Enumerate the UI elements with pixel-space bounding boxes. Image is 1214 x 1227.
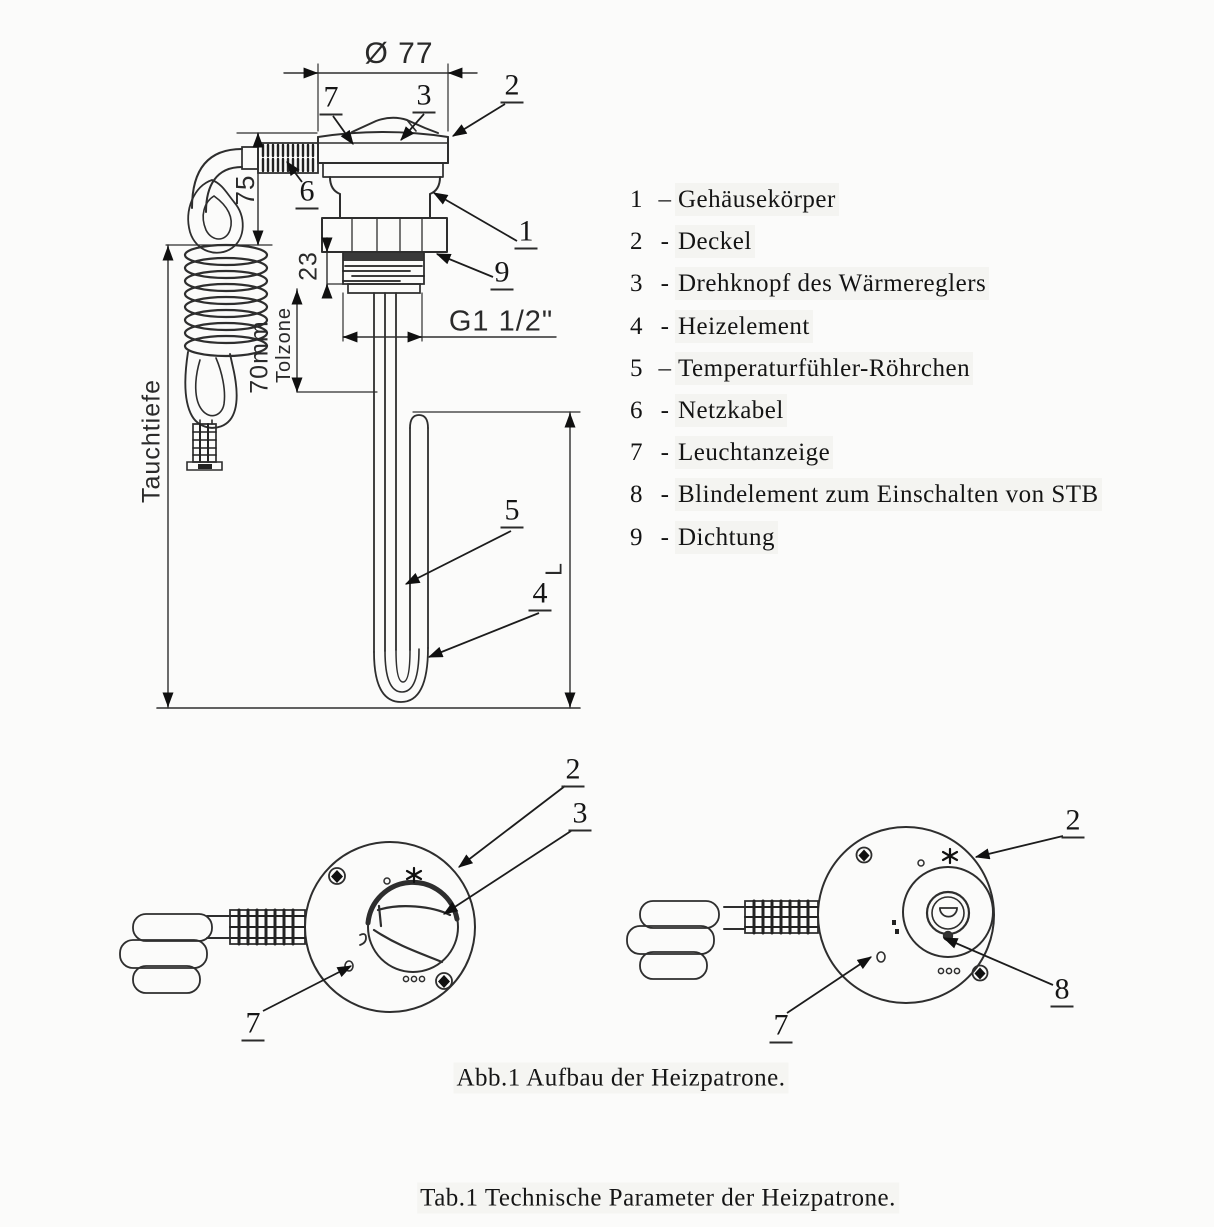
top-view-without-knob-drawing <box>627 827 994 1003</box>
callout-7-knob-view: 7 <box>242 1009 265 1042</box>
legend-item-3 <box>630 270 986 298</box>
legend-num: 8 <box>630 481 643 508</box>
callout-2-knob-view: 2 <box>562 755 585 788</box>
side-view-leader-lines <box>287 104 539 657</box>
legend-item-4 <box>630 313 810 341</box>
legend-label: Gehäusekörper <box>678 186 836 213</box>
legend-label: Leuchtanzeige <box>678 439 831 466</box>
figure-caption: Abb.1 Aufbau der Heizpatrone. <box>456 1064 786 1092</box>
legend-separator: – <box>658 355 672 382</box>
legend-label: Heizelement <box>678 313 810 340</box>
legend-separator: - <box>660 397 670 424</box>
legend-label: Netzkabel <box>678 397 784 424</box>
legend-item-5 <box>630 355 970 383</box>
legend-separator: - <box>660 313 670 340</box>
callout-1-side: 1 <box>515 217 538 250</box>
dim-75-label: 75 <box>230 174 260 206</box>
legend-num: 7 <box>630 439 643 466</box>
legend-separator: - <box>660 228 670 255</box>
legend-label: Deckel <box>678 228 752 255</box>
top-view-without-knob-leaders <box>787 836 1063 1013</box>
legend-separator: - <box>660 270 670 297</box>
top-view-with-knob-drawing <box>120 842 475 1012</box>
callout-3-knob-view: 3 <box>569 799 592 832</box>
legend-separator: - <box>660 524 670 551</box>
legend-num: 1 <box>630 186 643 213</box>
legend-item-6 <box>630 397 784 425</box>
callout-3-side: 3 <box>413 81 436 114</box>
legend-label: Drehknopf des Wärmereglers <box>678 270 987 297</box>
callout-9-side: 9 <box>491 258 514 291</box>
dim-tauchtiefe-label: Tauchtiefe <box>137 379 166 503</box>
dim-thread-label: G1 1/2" <box>448 305 554 338</box>
legend-num: 9 <box>630 524 643 551</box>
dim-diameter-label: Ø 77 <box>364 37 434 70</box>
legend-label: Dichtung <box>678 524 776 551</box>
dim-70mm-label: 70mm <box>245 320 274 394</box>
legend-separator: - <box>660 439 670 466</box>
legend-num: 2 <box>630 228 643 255</box>
side-view-drawing <box>157 64 580 708</box>
callout-2-side: 2 <box>501 71 524 104</box>
legend-separator: – <box>658 186 672 213</box>
legend-item-9 <box>630 524 775 552</box>
legend-num: 5 <box>630 355 643 382</box>
legend-item-1 <box>630 186 836 214</box>
legend-label: Temperaturfühler-Röhrchen <box>678 355 971 382</box>
dim-length-label: L <box>540 562 567 576</box>
legend-item-2 <box>630 228 752 256</box>
legend-item-8 <box>630 481 1099 509</box>
callout-7-side: 7 <box>320 83 343 116</box>
legend-num: 6 <box>630 397 643 424</box>
legend-num: 4 <box>630 313 643 340</box>
callout-4-side: 4 <box>529 579 552 612</box>
callout-2-blind-view: 2 <box>1062 806 1085 839</box>
callout-8-blind-view: 8 <box>1051 975 1074 1008</box>
callout-7-blind-view: 7 <box>770 1011 793 1044</box>
callout-6-side: 6 <box>296 177 319 210</box>
legend-separator: - <box>660 481 670 508</box>
legend-num: 3 <box>630 270 643 297</box>
legend-label: Blindelement zum Einschalten von STB <box>678 481 1099 508</box>
callout-5-side: 5 <box>501 496 524 529</box>
table-caption: Tab.1 Technische Parameter der Heizpatrone. <box>420 1184 896 1212</box>
legend-item-7 <box>630 439 830 467</box>
dim-23-label: 23 <box>294 251 323 281</box>
dim-tolzone-label: Tolzone <box>273 307 295 383</box>
